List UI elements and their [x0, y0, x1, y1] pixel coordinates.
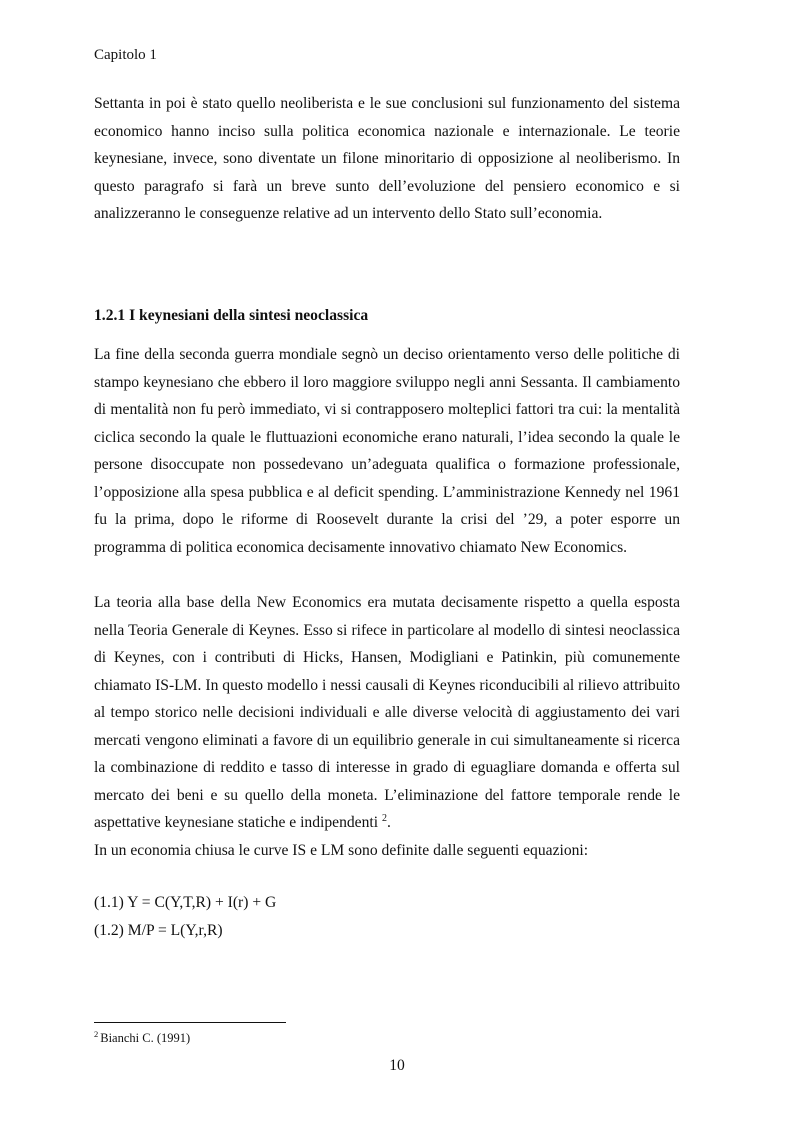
section-heading: 1.2.1 I keynesiani della sintesi neoclassica [94, 307, 369, 324]
footnote-divider [94, 1022, 286, 1023]
footnote-number: 2 [94, 1028, 99, 1039]
chapter-header: Capitolo 1 [94, 47, 157, 63]
equation-1-1: (1.1) Y = C(Y,T,R) + I(r) + G [94, 894, 277, 911]
footnote-reference: 2 [381, 812, 387, 824]
paragraph-2-end: . [386, 814, 391, 831]
equation-1-2: (1.2) M/P = L(Y,r,R) [94, 922, 223, 939]
paragraph-3: In un economia chiusa le curve IS e LM sono definite dalle seguenti equazioni: [94, 842, 589, 859]
paragraph-2-text: La teoria alla base della New Economics era mutata decisamente rispetto a quella esposta nella Teoria Generale di Keynes. Esso si rifece in particolare al modello di sintesi neoclassica di Keynes, con i contributi di Hicks, Hansen, Modigliani e Patinkin, più comunemente chiamato IS-LM. In questo modello i nessi causali di Keynes riconducibili al rilievo attribuito al tempo storico nelle decisioni individuali e alle diverse velocità di aggiustamento dei vari mercati vengono eliminati a favore di un equilibrio generale in cui simultaneamente si ricerca la combinazione di reddito e tasso di interesse in grado di eguagliare domanda e offerta sul mercato dei beni e su quello della moneta. L’eliminazione del fattore temporale rende le aspettative keynesiane statiche e indipendenti [94, 594, 680, 831]
paragraph-1: La fine della seconda guerra mondiale segnò un deciso orientamento verso delle politiche di stampo keynesiano che ebbero il loro maggiore sviluppo negli anni Sessanta. Il cambiamento di mentalità non fu però immediato, vi si contrapposero molteplici fattori tra cui: la mentalità ciclica secondo la quale le fluttuazioni economiche erano naturali, l’idea secondo la quale le persone disoccupate non possedevano un’adeguata qualifica o formazione professionale, l’opposizione alla spesa pubblica e al deficit spending. L’amministrazione Kennedy nel 1961 fu la prima, dopo le riforme di Roosevelt durante la crisi del ’29, a poter esporre un programma di politica economica decisamente innovativo chiamato New Economics. [94, 346, 680, 556]
page-number: 10 [389, 1057, 405, 1074]
footnote [94, 1028, 191, 1046]
intro-paragraph: Settanta in poi è stato quello neoliberista e le sue conclusioni sul funzionamento del sistema economico hanno inciso sulla politica economica nazionale e internazionale. Le teorie keynesiane, invece, sono diventate un filone minoritario di opposizione al neoliberismo. In questo paragrafo si farà un breve sunto dell’evoluzione del pensiero economico e si analizzeranno le conseguenze relative ad un intervento dello Stato sull’economia. [94, 95, 680, 222]
footnote-text: Bianchi C. (1991) [100, 1031, 191, 1045]
paragraph-2 [94, 589, 680, 837]
